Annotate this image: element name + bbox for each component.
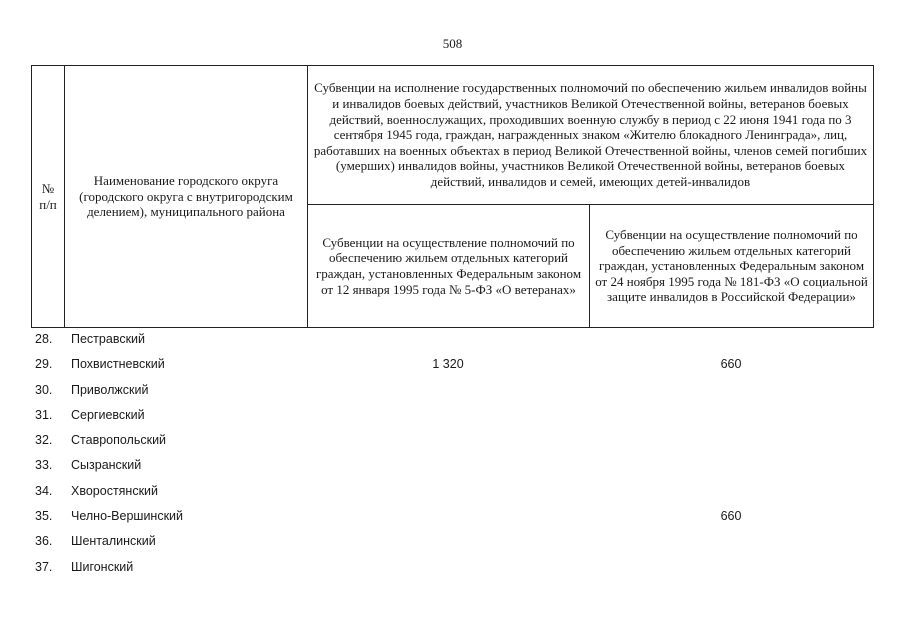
row-district-name: Хворостянский	[71, 483, 159, 498]
header-col-subventions: Субвенции на исполнение государственных полномочий по обеспечению жильем инвалидов войны и инвалидов боевых действий, участников Великой Отечественной войны, ветеранов боевых действий, военнослужащих, проходивших военную службу в период с 22 июня 1941 года по 3 сентября 1945 года, граждан, награжденных знаком «Жителю блокадного Ленинграда», лиц, работавших на военных объектах в период Великой Отечественной войны, членов семей погибших (умерших) инвалидов войны, участников Великой Отечественной войны, ветеранов боевых действий, инвалидов и семей, имеющих детей-инвалидов	[308, 66, 874, 205]
row-number: 31.	[35, 407, 53, 422]
row-district-name: Челно-Вершинский	[71, 509, 184, 524]
table-row	[31, 431, 873, 456]
row-district-name: Сергиевский	[71, 407, 145, 422]
header-col-disabled: Субвенции на осуществление полномочий по обеспечению жильем отдельных категорий граждан, установленных Федеральным законом от 24 ноября 1995 года № 181-ФЗ «О социальной защите инвалидов в Российской Федерации»	[590, 205, 874, 328]
page-number: 508	[442, 36, 463, 51]
header-col-veterans: Субвенции на осуществление полномочий по обеспечению жильем отдельных категорий граждан, установленных Федеральным законом от 12 января 1995 года № 5-ФЗ «О ветеранах»	[308, 205, 590, 328]
row-number: 30.	[35, 382, 53, 397]
table-body	[31, 330, 873, 583]
header-col-number: № п/п	[32, 66, 65, 328]
row-district-name: Шигонский	[71, 559, 134, 574]
row-number: 32.	[35, 433, 53, 448]
table-header	[31, 65, 874, 328]
table-row	[31, 482, 873, 507]
row-number: 34.	[35, 483, 53, 498]
table-row	[31, 558, 873, 583]
row-number: 37.	[35, 559, 53, 574]
table-row	[31, 330, 873, 355]
row-number: 35.	[35, 509, 53, 524]
row-number: 28.	[35, 332, 53, 346]
row-district-name: Похвистневский	[71, 357, 165, 372]
row-district-name: Шенталинский	[71, 534, 156, 549]
row-district-name: Сызранский	[71, 458, 142, 473]
header-col-name: Наименование городского округа (городского округа с внутригородским делением), муниципального района	[65, 66, 308, 328]
table-row	[31, 406, 873, 431]
table-row	[31, 532, 873, 557]
row-value-disabled: 660	[720, 509, 742, 524]
table-row	[31, 355, 873, 380]
table-row	[31, 456, 873, 481]
row-number: 36.	[35, 534, 53, 549]
row-district-name: Пестравский	[71, 332, 145, 346]
row-district-name: Приволжский	[71, 382, 149, 397]
row-number: 29.	[35, 357, 53, 372]
row-value-veterans: 1 320	[432, 357, 464, 372]
row-value-disabled: 660	[720, 357, 742, 372]
table-row	[31, 507, 873, 532]
row-number: 33.	[35, 458, 53, 473]
table-row	[31, 381, 873, 406]
row-district-name: Ставропольский	[71, 433, 167, 448]
